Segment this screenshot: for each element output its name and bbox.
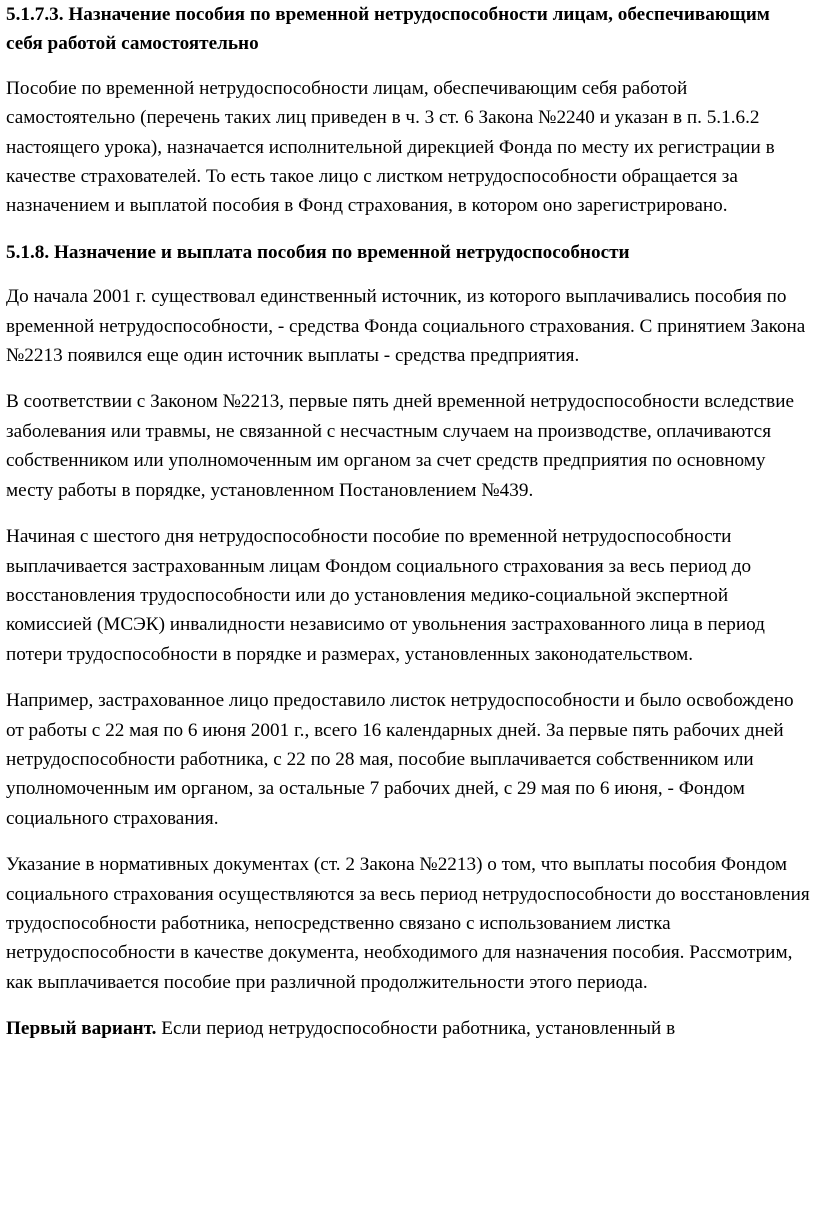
paragraph: Пособие по временной нетрудоспособности лицам, обеспечивающим себя работой самостоятельно (перечень таких лиц приведен в ч. 3 ст. 6 Закона №2240 и указан в п. 5.1.6.2 настоящего урока), назначается исполнительной дирекцией Фонда по месту их регистрации в качестве страхователей. То есть такое лицо с листком нетрудоспособности обращается за назначением и выплатой пособия в Фонд страхования, в котором оно зарегистрировано. [6,77,775,217]
paragraph: Указание в нормативных документах (ст. 2 Закона №2213) о том, что выплаты пособия Фондом социального страхования осуществляются за весь период нетрудоспособности до восстановления трудоспособности работника, непосредственно связано с использованием листка нетрудоспособности в качестве документа, необходимого для назначения пособия. Рассмотрим, как выплачивается пособие при различной продолжительности этого периода. [6,854,810,993]
section-heading-5-1-8: 5.1.8. Назначение и выплата пособия по временной нетрудоспособности [6,241,630,263]
document-page [6,0,810,1044]
paragraph: До начала 2001 г. существовал единственный источник, из которого выплачивались пособия по временной нетрудоспособности, - средства Фонда социального страхования. С принятием Закона №2213 появился еще один источник выплаты - средства предприятия. [6,286,806,367]
paragraph-first-variant [6,1014,810,1043]
paragraph: В соответствии с Законом №2213, первые пять дней временной нетрудоспособности вследствие заболевания или травмы, не связанной с несчастным случаем на производстве, оплачиваются собственником или уполномоченным им органом за счет средств предприятия по основному месту работы в порядке, установленном Постановлением №439. [6,391,795,501]
paragraph: Начиная с шестого дня нетрудоспособности пособие по временной нетрудоспособности выплачивается застрахованным лицам Фондом социального страхования за весь период до восстановления трудоспособности или до установления медико-социальной экспертной комиссией (МСЭК) инвалидности независимо от увольнения застрахованного лица в период потери трудоспособности в порядке и размерах, установленных законодательством. [6,526,765,665]
section-heading-5-1-7-3: 5.1.7.3. Назначение пособия по временной нетрудоспособности лицам, обеспечивающим себя работой самостоятельно [6,4,770,55]
variant-text: Если период нетрудоспособности работника, установленный в [156,1018,676,1040]
variant-lead: Первый вариант. [6,1018,157,1040]
paragraph: Например, застрахованное лицо предоставило листок нетрудоспособности и было освобождено от работы с 22 мая по 6 июня 2001 г., всего 16 календарных дней. За первые пять рабочих дней нетрудоспособности работника, с 22 по 28 мая, пособие выплачивается собственником или уполномоченным им органом, за остальные 7 рабочих дней, с 29 мая по 6 июня, - Фондом социального страхования. [6,690,794,829]
